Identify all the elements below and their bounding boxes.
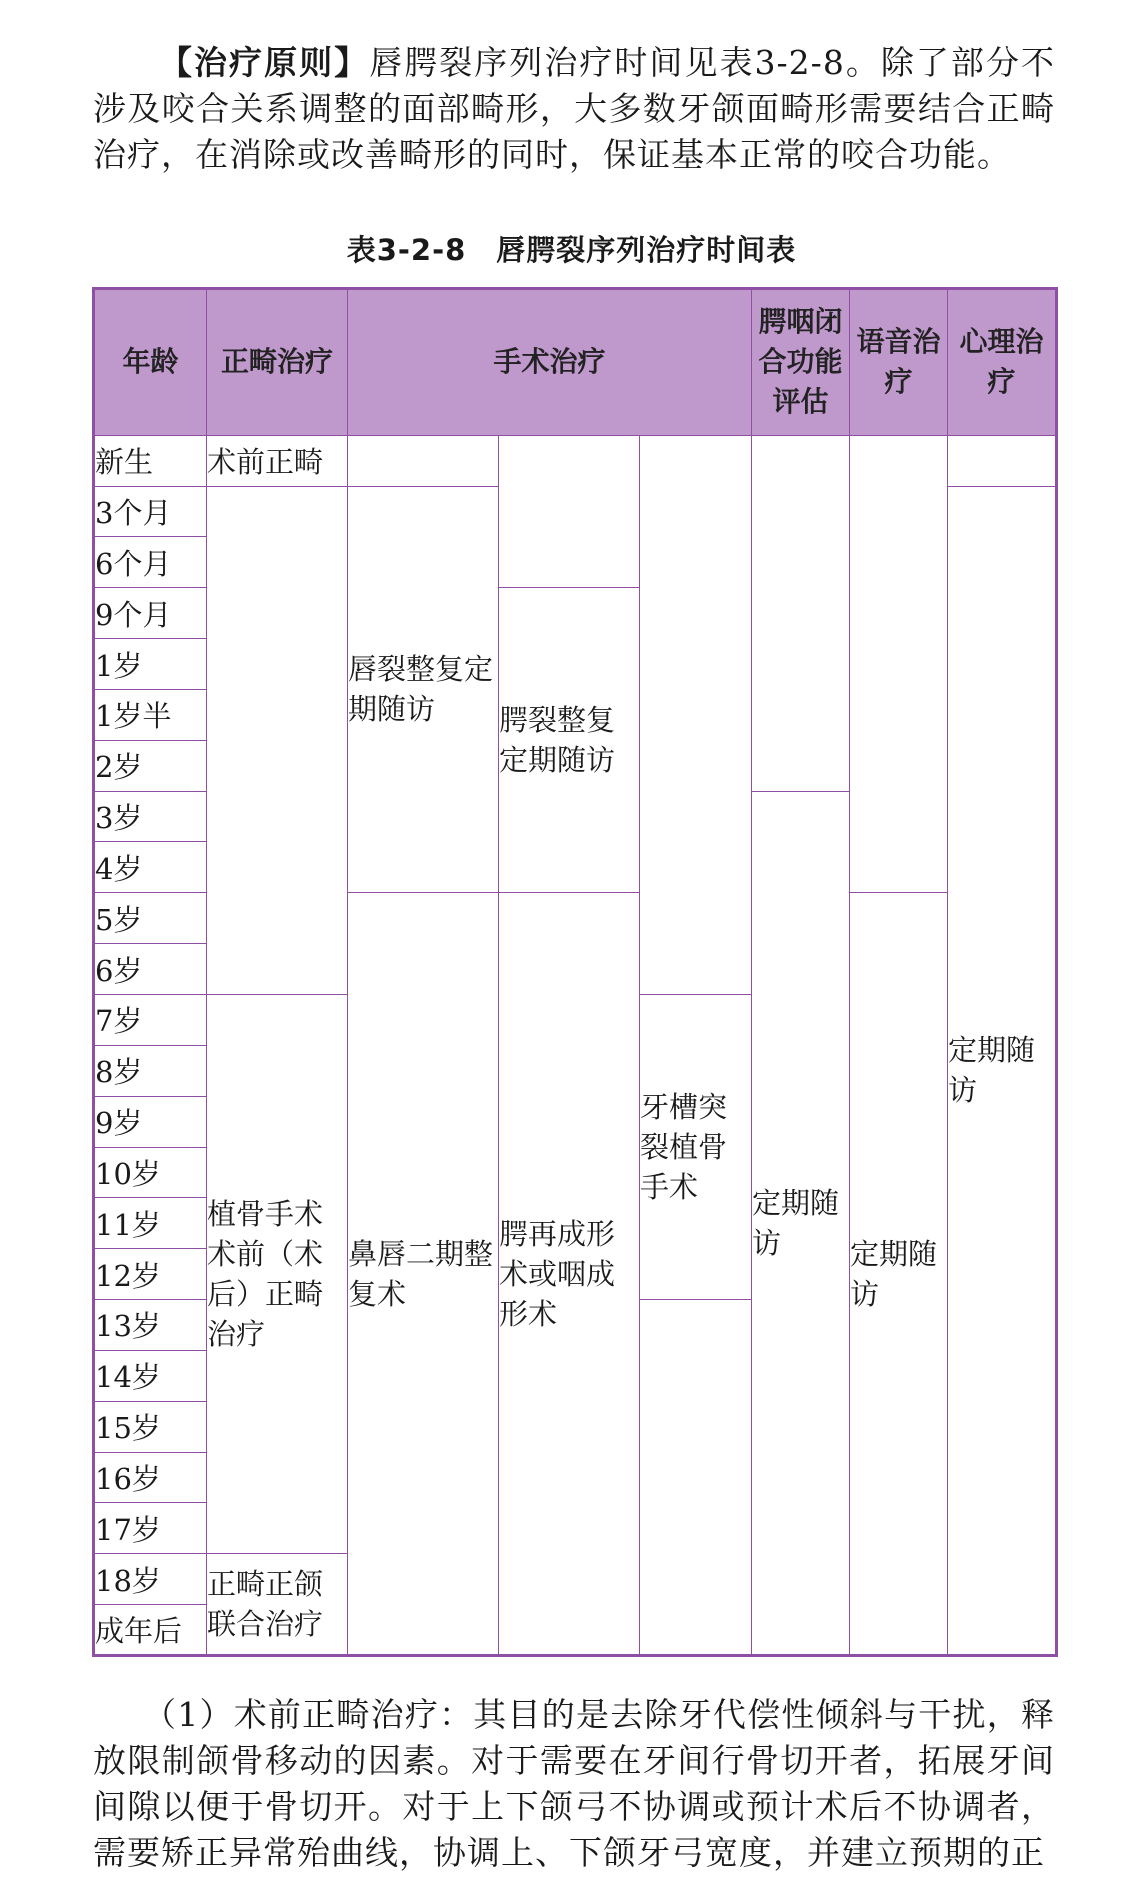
- intro-text: 唇腭裂序列治疗时间见表3-2-8。除了部分不涉及咬合关系调整的面部畸形，大多数牙颌面畸形需要结合正畸治疗，在消除或改善畸形的同时，保证基本正常的咬合功能。: [93, 43, 1055, 174]
- age-cell: 8岁: [94, 1045, 207, 1096]
- age-cell: 1岁: [94, 639, 207, 690]
- speech-followup-cell: 定期随访: [850, 893, 948, 1656]
- age-cell: 11岁: [94, 1198, 207, 1249]
- age-cell: 5岁: [94, 893, 207, 944]
- treatment-schedule-table: [92, 287, 1058, 1657]
- header-speech: 语音治疗: [850, 289, 948, 436]
- age-cell: 4岁: [94, 842, 207, 893]
- header-age: 年龄: [94, 289, 207, 436]
- palate-repair-cell: 腭裂整复定期随访: [499, 588, 640, 893]
- age-cell: 12岁: [94, 1249, 207, 1300]
- age-cell: 10岁: [94, 1147, 207, 1198]
- header-row: [94, 289, 1057, 436]
- psych-followup-cell: 定期随访: [948, 486, 1057, 1655]
- age-cell: 15岁: [94, 1401, 207, 1452]
- age-cell: 13岁: [94, 1300, 207, 1351]
- nose-lip-secondary-cell: 鼻唇二期整复术: [348, 893, 499, 1656]
- header-ortho: 正畸治疗: [207, 289, 348, 436]
- bone-graft-ortho-cell: 植骨手术术前（术后）正畸治疗: [207, 995, 348, 1554]
- age-cell: 17岁: [94, 1503, 207, 1554]
- age-cell: 1岁半: [94, 689, 207, 740]
- age-cell: 7岁: [94, 995, 207, 1046]
- intro-heading: 【治疗原则】: [159, 43, 370, 82]
- empty-cell: [499, 435, 640, 588]
- empty-cell: [850, 435, 948, 893]
- empty-cell: [348, 435, 499, 486]
- age-cell: 2岁: [94, 740, 207, 791]
- empty-cell: [640, 1300, 752, 1656]
- intro-paragraph: [93, 40, 1055, 178]
- ortho-surgery-cell: 正畸正颌联合治疗: [207, 1554, 348, 1656]
- table-caption: 表3-2-8 唇腭裂序列治疗时间表: [346, 233, 797, 267]
- age-cell: 新生: [94, 435, 207, 486]
- age-cell: 3岁: [94, 791, 207, 842]
- age-cell: 18岁: [94, 1554, 207, 1605]
- age-cell: 成年后: [94, 1605, 207, 1656]
- header-vpi: 腭咽闭合功能评估: [752, 289, 850, 436]
- vpi-followup-cell: 定期随访: [752, 791, 850, 1655]
- palate-reconstruction-cell: 腭再成形术或咽成形术: [499, 893, 640, 1656]
- age-cell: 3个月: [94, 486, 207, 537]
- age-cell: 9个月: [94, 588, 207, 639]
- header-surgery: 手术治疗: [348, 289, 752, 436]
- empty-cell: [752, 435, 850, 791]
- lip-repair-cell: 唇裂整复定期随访: [348, 486, 499, 893]
- age-cell: 14岁: [94, 1350, 207, 1401]
- empty-cell: [207, 486, 348, 994]
- alveolar-graft-cell: 牙槽突裂植骨手术: [640, 995, 752, 1300]
- table-row: [94, 435, 1057, 486]
- age-cell: 16岁: [94, 1452, 207, 1503]
- body-paragraph: （1）术前正畸治疗：其目的是去除牙代偿性倾斜与干扰，释放限制颌骨移动的因素。对于需要在牙间行骨切开者，拓展牙间间隙以便于骨切开。对于上下颌弓不协调或预计术后不协调者，需要矫正异常殆曲线，协调上、下颌牙弓宽度，并建立预期的正: [93, 1695, 1055, 1872]
- age-cell: 9岁: [94, 1096, 207, 1147]
- header-psych: 心理治疗: [948, 289, 1057, 436]
- age-cell: 6岁: [94, 944, 207, 995]
- age-cell: 6个月: [94, 537, 207, 588]
- empty-cell: [640, 435, 752, 994]
- empty-cell: [948, 435, 1057, 486]
- presurgical-ortho-cell: 术前正畸: [207, 435, 348, 486]
